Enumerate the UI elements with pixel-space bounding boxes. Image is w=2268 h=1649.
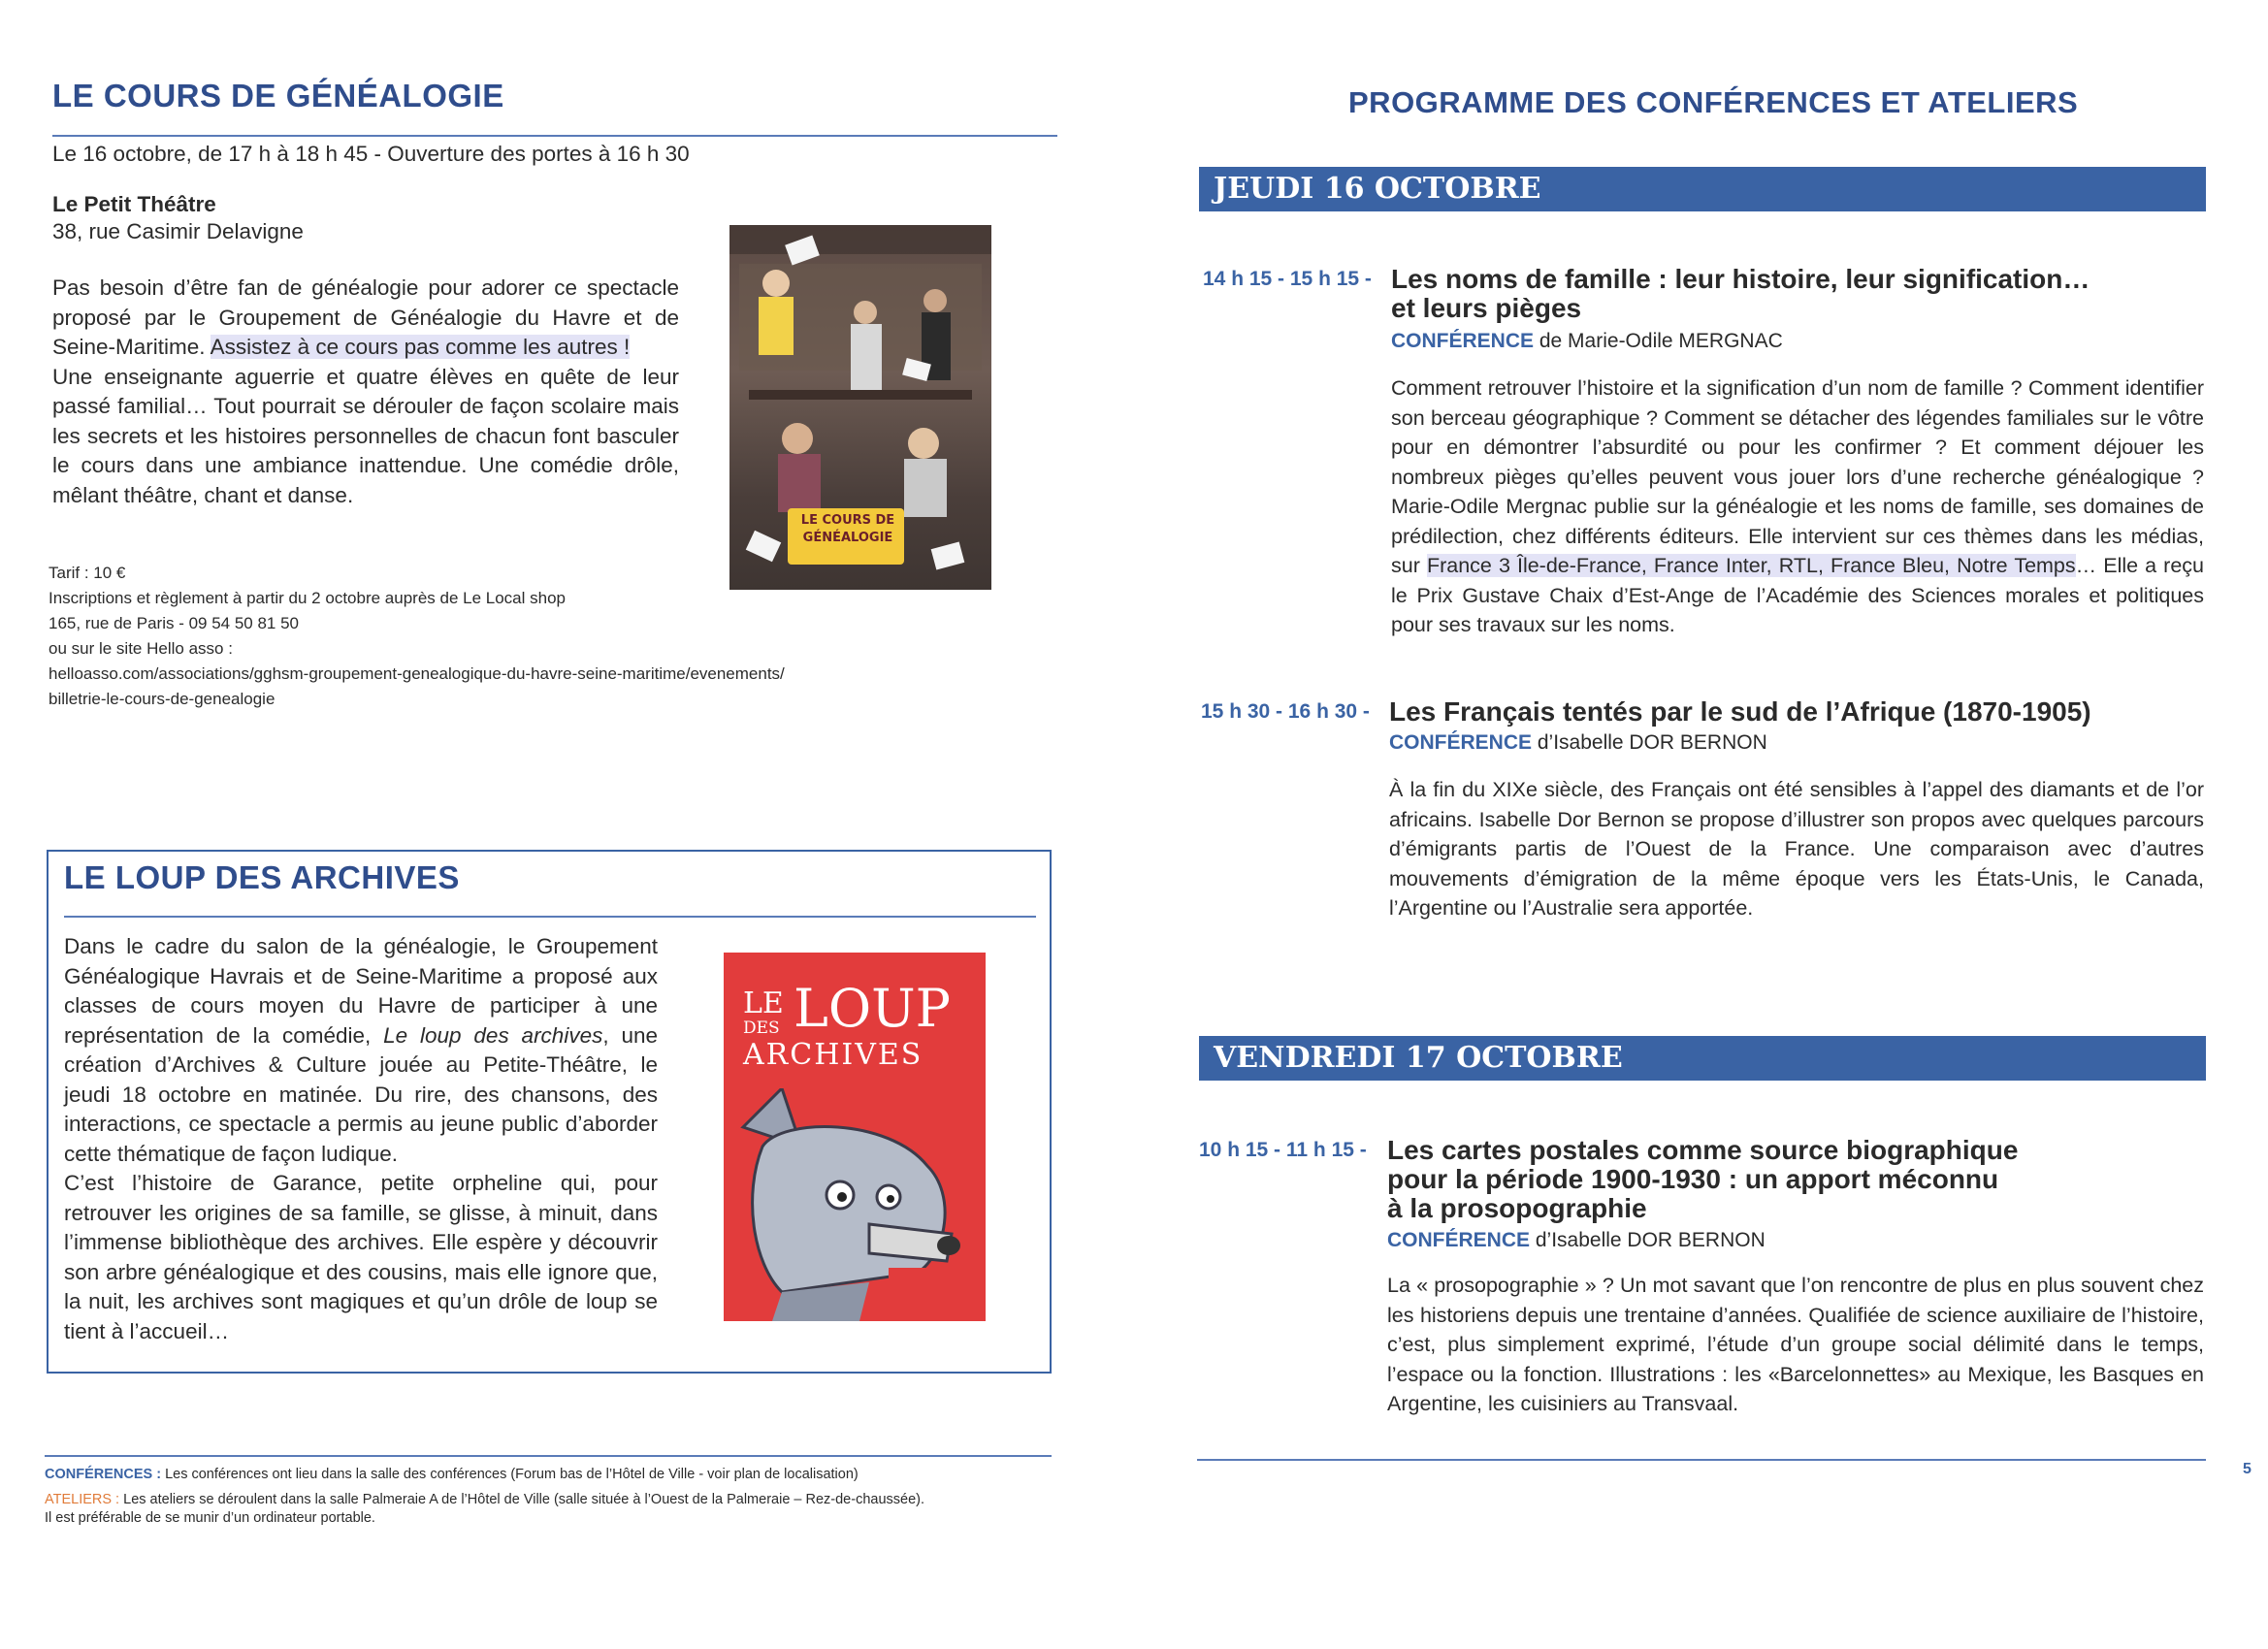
cours-url-line-1[interactable]: helloasso.com/associations/gghsm-groupement-genealogique-du-havre-seine-maritime/evenements/ bbox=[49, 664, 785, 683]
conf1-title-1: Les noms de famille : leur histoire, leur signification… bbox=[1391, 264, 2090, 294]
cours-desc-highlight: Assistez à ce cours pas comme les autres ! bbox=[210, 335, 631, 359]
cours-venue-address: 38, rue Casimir Delavigne bbox=[52, 219, 304, 243]
cours-inscriptions: Inscriptions et règlement à partir du 2 octobre auprès de Le Local shop bbox=[49, 589, 566, 607]
conf2-kind bbox=[1389, 731, 1767, 755]
conf3-description: La « prosopographie » ? Un mot savant que l’on rencontre de plus en plus souvent chez les historiens depuis une trentaine d’années. Qualifiée de science auxiliaire de l’histoire, c’est, plus simplement exprimé, l’étude d’un groupe social délimité dans le temps, l’espace ou la fonction. Illustrations : les «Barcelonnettes» au Mexique, les Basques en Argentine, les cuisiniers au Transvaal. bbox=[1387, 1274, 2204, 1415]
cours-venue-name: Le Petit Théâtre bbox=[52, 192, 216, 216]
conf1-desc-b: … Elle a reçu le Prix Gustave Chaix d’Est-Ange de l’Académie des Sciences morales et politiques pour ses travaux sur les noms. bbox=[1391, 554, 2205, 636]
footer-conf-label: CONFÉRENCES : bbox=[45, 1467, 162, 1482]
loup-poster-le: LE bbox=[743, 986, 784, 1020]
footer-rule-right bbox=[1197, 1459, 2206, 1461]
footer-conferences bbox=[45, 1467, 859, 1482]
footer-conf-text: Les conférences ont lieu dans la salle des conférences (Forum bas de l’Hôtel de Ville - voir plan de localisation) bbox=[165, 1467, 859, 1482]
wolf-illustration bbox=[724, 1088, 986, 1321]
cours-date: Le 16 octobre, de 17 h à 18 h 45 - Ouverture des portes à 16 h 30 bbox=[52, 142, 690, 166]
conf1-kind bbox=[1391, 330, 1783, 353]
footer-ateliers bbox=[45, 1492, 924, 1507]
loup-title: LE LOUP DES ARCHIVES bbox=[64, 859, 460, 895]
cours-description bbox=[52, 274, 679, 510]
cours-desc-1: Pas besoin d’être fan de généalogie pour adorer ce spectacle proposé par le Groupement de Généalogie du Havre et de Seine-Maritime. bbox=[52, 275, 679, 359]
loup-desc-1b: , une création d’Archives & Culture jouée au Petite-Théâtre, le jeudi 18 octobre en matinée. Du rire, des chansons, des interactions, ce spectacle a permis au jeune public d’aborder cette thématique de façon ludique. bbox=[64, 1022, 658, 1166]
conf2-description: À la fin du XIXe siècle, des Français ont été sensibles à l’appel des diamants et de l’or africains. Isabelle Dor Bernon se propose d’illustrer son propos avec quelques parcours d’émigrants partis de l’Ouest de la France. Une comparaison avec d’autres mouvements d’émigration de la même époque vers les États-Unis, le Canada, l’Argentine ou l’Australie sera apportée. bbox=[1389, 778, 2204, 920]
conf3-title-1: Les cartes postales comme source biographique bbox=[1387, 1135, 2019, 1165]
conf1-description bbox=[1391, 373, 2204, 640]
loup-poster-image bbox=[724, 953, 986, 1321]
cours-title-rule bbox=[52, 135, 1057, 137]
cours-address-phone: 165, rue de Paris - 09 54 50 81 50 bbox=[49, 614, 300, 632]
loup-desc-1a: Dans le cadre du salon de la généalogie, le Groupement Généalogique Havrais et de Seine-Maritime a proposé aux classes de cours moyen du Havre de participer à une représentation de la comédie, bbox=[64, 934, 658, 1048]
footer-ateliers-text-2: Il est préférable de se munir d’un ordinateur portable. bbox=[45, 1510, 375, 1526]
conf3-title-3: à la prosopographie bbox=[1387, 1193, 1647, 1223]
loup-description bbox=[64, 932, 658, 1346]
conf3-time: 10 h 15 - 11 h 15 - bbox=[1199, 1139, 1367, 1161]
programme-title: PROGRAMME DES CONFÉRENCES ET ATELIERS bbox=[1348, 85, 2079, 119]
conf1-desc-highlight: France 3 Île-de-France, France Inter, RTL, France Bleu, Notre Temps bbox=[1426, 554, 2076, 577]
conf1-time: 14 h 15 - 15 h 15 - bbox=[1203, 268, 1372, 290]
conf2-title: Les Français tentés par le sud de l’Afrique (1870-1905) bbox=[1389, 696, 2091, 727]
loup-desc-italic: Le loup des archives bbox=[383, 1022, 603, 1048]
conf1-title-2: et leurs pièges bbox=[1391, 293, 1582, 323]
cours-desc-2: Une enseignante aguerrie et quatre élèves en quête de leur passé familial… Tout pourrait se dérouler de façon scolaire mais les secrets et les histoires personnelles de chacun font basculer le cours dans une ambiance inattendue. Une comédie drôle, mêlant théâtre, chant et danse. bbox=[52, 364, 679, 507]
conf3-title-2: pour la période 1900-1930 : un apport méconnu bbox=[1387, 1164, 1999, 1194]
cours-title: LE COURS DE GÉNÉALOGIE bbox=[52, 78, 504, 113]
day-header-jeudi: JEUDI 16 OCTOBRE bbox=[1199, 167, 2206, 211]
conf2-kind-label: CONFÉRENCE bbox=[1389, 731, 1533, 754]
conf3-speaker: d’Isabelle DOR BERNON bbox=[1535, 1229, 1766, 1251]
footer-ateliers-label: ATELIERS : bbox=[45, 1492, 120, 1507]
cours-site-intro: ou sur le site Hello asso : bbox=[49, 639, 233, 658]
conf1-kind-label: CONFÉRENCE bbox=[1391, 330, 1535, 352]
loup-desc-2: C’est l’histoire de Garance, petite orpheline qui, pour retrouver les origines de sa famille, se glisse, à minuit, dans l’immense bibliothèque des archives. Elle espère y découvrir son arbre généalogique et des cousins, mais elle ignore que, la nuit, les archives sont magiques et qu’un drôle de loup se tient à l’accueil… bbox=[64, 1171, 658, 1343]
cours-poster-title: LE COURS DE GÉNÉALOGIE bbox=[800, 513, 895, 545]
loup-poster-loup: LOUP bbox=[794, 978, 951, 1039]
cours-url-line-2[interactable]: billetrie-le-cours-de-genealogie bbox=[49, 690, 275, 708]
conf2-speaker: d’Isabelle DOR BERNON bbox=[1537, 731, 1767, 754]
day-header-vendredi: VENDREDI 17 OCTOBRE bbox=[1199, 1036, 2206, 1081]
conf3-kind bbox=[1387, 1229, 1766, 1252]
conf2-time: 15 h 30 - 16 h 30 - bbox=[1201, 700, 1370, 723]
loup-poster-archives: ARCHIVES bbox=[743, 1038, 923, 1072]
conf3-kind-label: CONFÉRENCE bbox=[1387, 1229, 1531, 1251]
cours-poster-image bbox=[729, 225, 991, 590]
footer-ateliers-text: Les ateliers se déroulent dans la salle Palmeraie A de l’Hôtel de Ville (salle située à l’Ouest de la Palmeraie – Rez-de-chaussée). bbox=[123, 1492, 925, 1507]
loup-title-rule bbox=[64, 916, 1036, 918]
conf1-desc-a: Comment retrouver l’histoire et la signification d’un nom de famille ? Comment identifier son berceau géographique ? Comment se détacher des légendes familiales sur le vôtre pour en démontrer l’absurdité ou pour les confirmer ? Et comment déjouer les nombreux pièges qu’elles peuvent vous jouer lors d’une recherche généalogique ? Marie-Odile Mergnac publie sur la généalogie et les noms de famille, ses domaines de prédilection, chez différents éditeurs. Elle intervient sur ces thèmes dans les médias, sur bbox=[1391, 376, 2204, 577]
page-number: 5 bbox=[2243, 1461, 2252, 1477]
loup-poster-des: DES bbox=[743, 1018, 780, 1038]
conf1-speaker: de Marie-Odile MERGNAC bbox=[1539, 330, 1783, 352]
footer-rule-left bbox=[45, 1455, 1052, 1457]
cours-tarif: Tarif : 10 € bbox=[49, 564, 126, 582]
